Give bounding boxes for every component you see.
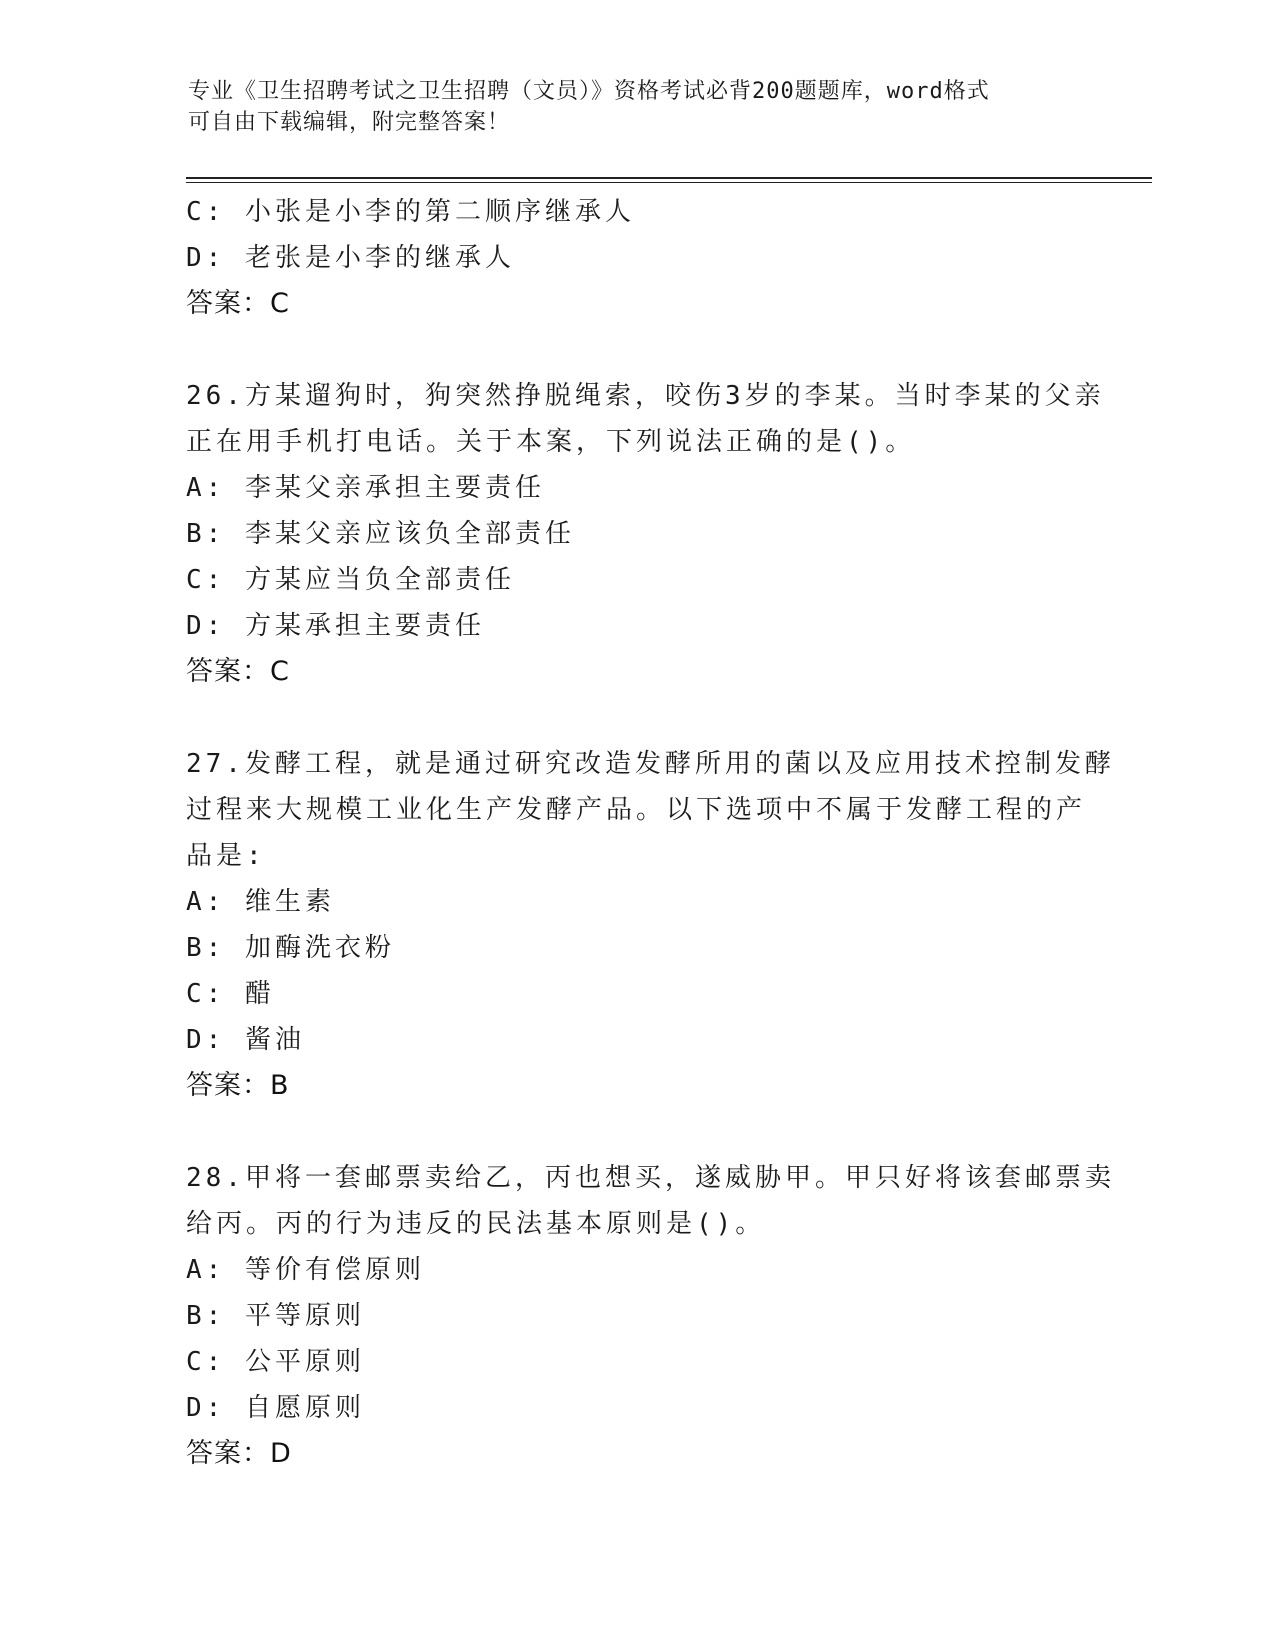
question-stem-line: 正在用手机打电话。关于本案，下列说法正确的是()。: [186, 427, 916, 457]
option-b: B: 平等原则: [186, 1301, 365, 1331]
question-stem-line: 26.方某遛狗时，狗突然挣脱绳索，咬伤3岁的李某。当时李某的父亲: [186, 381, 1105, 411]
document-header: [188, 76, 1068, 138]
option-b: B: 加酶洗衣粉: [186, 933, 395, 963]
option-c: C: 方某应当负全部责任: [186, 565, 515, 595]
answer-line: 答案：B: [186, 1070, 290, 1101]
header-line-2: 可自由下载编辑，附完整答案！: [188, 110, 511, 135]
option-d: D: 酱油: [186, 1025, 305, 1055]
option-c: C: 小张是小李的第二顺序继承人: [186, 197, 635, 227]
option-a: A: 李某父亲承担主要责任: [186, 473, 545, 503]
prev-question-tail: [186, 189, 1086, 327]
answer-line: 答案：C: [186, 288, 290, 319]
question-stem-line: 品是:: [186, 841, 266, 871]
answer-line: 答案：C: [186, 656, 290, 687]
question-27: [186, 741, 1115, 1109]
question-stem-line: 过程来大规模工业化生产发酵产品。以下选项中不属于发酵工程的产: [186, 795, 1087, 825]
spacer: [186, 695, 1086, 741]
question-stem-line: 28.甲将一套邮票卖给乙，丙也想买，遂威胁甲。甲只好将该套邮票卖: [186, 1163, 1115, 1193]
option-c: C: 醋: [186, 979, 275, 1009]
question-stem-line: 27.发酵工程，就是通过研究改造发酵所用的菌以及应用技术控制发酵: [186, 749, 1115, 779]
option-a: A: 等价有偿原则: [186, 1255, 425, 1285]
spacer: [186, 327, 1086, 373]
question-stem-line: 给丙。丙的行为违反的民法基本原则是()。: [186, 1209, 766, 1239]
option-b: B: 李某父亲应该负全部责任: [186, 519, 575, 549]
option-c: C: 公平原则: [186, 1347, 365, 1377]
header-divider-thick: [186, 177, 1152, 179]
question-28: [186, 1155, 1115, 1477]
answer-line: 答案：D: [186, 1438, 292, 1469]
option-a: A: 维生素: [186, 887, 335, 917]
header-line-1: 专业《卫生招聘考试之卫生招聘（文员）》资格考试必背200题题库，word格式: [188, 79, 990, 104]
option-d: D: 自愿原则: [186, 1393, 365, 1423]
question-26: [186, 373, 1105, 695]
header-divider-thin: [186, 182, 1152, 183]
question-list: [186, 189, 1115, 1477]
spacer: [186, 1109, 1086, 1155]
option-d: D: 老张是小李的继承人: [186, 243, 515, 273]
option-d: D: 方某承担主要责任: [186, 611, 485, 641]
